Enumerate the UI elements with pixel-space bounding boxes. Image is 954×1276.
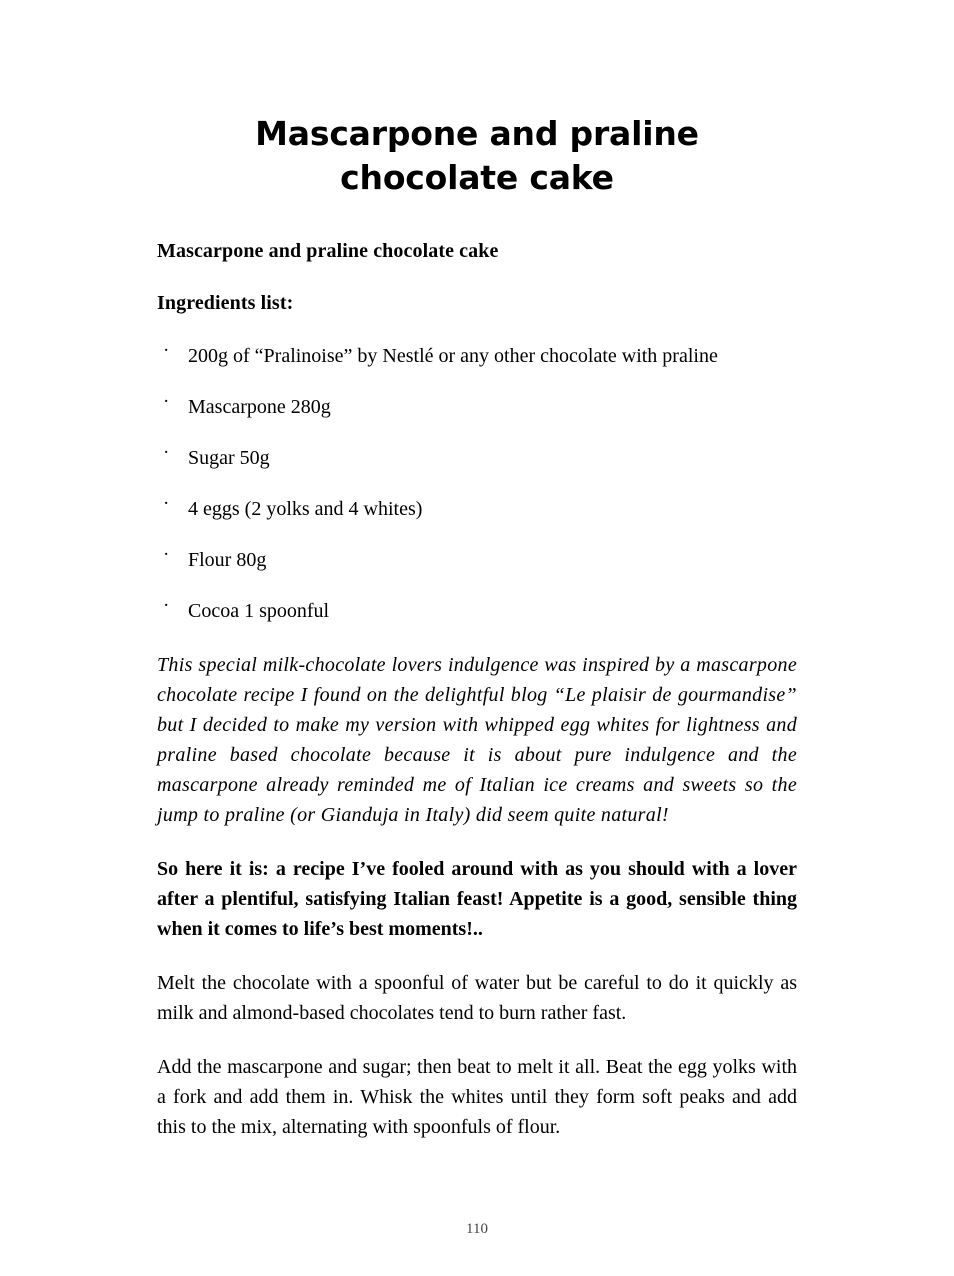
list-item-text: Mascarpone 280g	[188, 396, 331, 419]
recipe-subtitle: Mascarpone and praline chocolate cake	[157, 240, 499, 263]
list-item	[157, 341, 797, 371]
bullet-icon: ·	[163, 493, 170, 515]
instruction-paragraph-1: Melt the chocolate with a spoonful of water but be careful to do it quickly as milk and almond-based chocolates tend to burn rather fast.	[157, 972, 797, 1025]
bullet-icon: ·	[163, 595, 170, 617]
instruction-paragraph-2: Add the mascarpone and sugar; then beat to melt it all. Beat the egg yolks with a fork and add them in. Whisk the whites until they form soft peaks and add this to the mix, alternating with spoonfuls of flour.	[157, 1056, 797, 1139]
list-item	[157, 494, 797, 524]
list-item	[157, 545, 797, 575]
list-item-text: 4 eggs (2 yolks and 4 whites)	[188, 498, 423, 521]
list-item	[157, 392, 797, 422]
bullet-icon: ·	[163, 544, 170, 566]
intro-italic-paragraph: This special milk-chocolate lovers indulgence was inspired by a mascarpone chocolate recipe I found on the delightful blog “Le plaisir de gourmandise” but I decided to make my version with whipped egg whites for lightness and praline based chocolate because it is about pure indulgence and the mascarpone already reminded me of Italian ice creams and sweets so the jump to praline (or Gianduja in Italy) did seem quite natural!	[157, 654, 797, 827]
bullet-icon: ·	[163, 391, 170, 413]
list-item	[157, 443, 797, 473]
page-title: Mascarpone and praline chocolate cake	[255, 114, 699, 197]
bullet-icon: ·	[163, 340, 170, 362]
list-item-text: Sugar 50g	[188, 447, 270, 470]
list-item-text: 200g of “Pralinoise” by Nestlé or any other chocolate with praline	[188, 345, 718, 368]
bold-paragraph: So here it is: a recipe I’ve fooled around with as you should with a lover after a plentiful, satisfying Italian feast! Appetite is a good, sensible thing when it comes to life’s best moments!..	[157, 858, 797, 941]
list-item	[157, 596, 797, 626]
ingredients-list	[157, 341, 797, 626]
list-item-text: Flour 80g	[188, 549, 267, 572]
page-number: 110	[466, 1221, 488, 1237]
bullet-icon: ·	[163, 442, 170, 464]
list-item-text: Cocoa 1 spoonful	[188, 600, 330, 623]
ingredients-heading: Ingredients list:	[157, 292, 294, 315]
